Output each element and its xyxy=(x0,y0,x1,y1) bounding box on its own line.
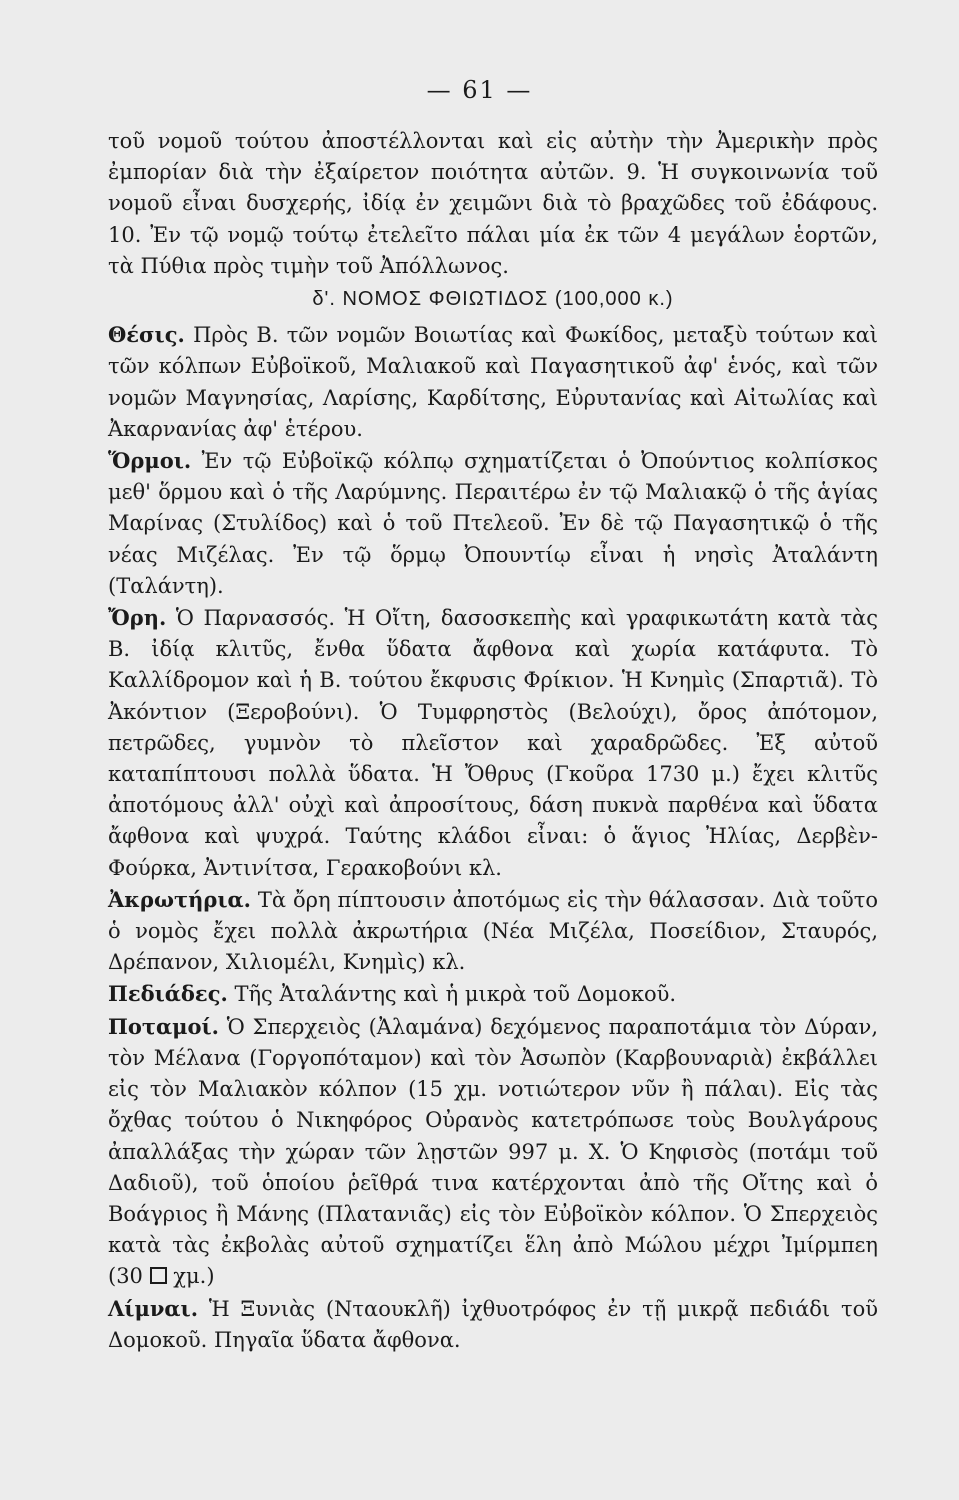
akrot-heading: Ἀκρωτήρια. xyxy=(108,886,251,912)
potamoi-text-1: Ὁ Σπερχειὸς (Ἀλαμάνα) δεχόμενος παραποτάμια τὸν Δύραν, τὸν Μέλανα (Γοργοπόταμον) καὶ τὸν Ἀσωπὸν (Καρβουναριὰ) ἐκβάλλει εἰς τὸν Μαλιακὸν κόλπον (15 χμ. νοτιώτερον νῦν ἢ πάλαι). Εἰς τὰς ὄχθας τούτου ὁ Νικηφόρος Οὐρανὸς κατετρόπωσε τοὺς Βουλγάρους ἀπαλλάξας τὴν χώραν τῶν λῃστῶν 997 μ. Χ. Ὁ Κηφισὸς (ποτάμι τοῦ Δαδιοῦ), τοῦ ὁποίου ῥεῖθρά τινα κατέρχονται ἀπὸ τῆς Οἴτης καὶ ὁ Βοάγριος ἢ Μάνης (Πλατανιᾶς) εἰς τὸν Εὐβοϊκὸν κόλπον. Ὁ Σπερχειὸς κατὰ τὰς ἐκβολὰς αὐτοῦ σχηματίζει ἕλη ἀπὸ Μώλου μέχρι Ἰμίρμπεη (30 xyxy=(108,1014,878,1289)
akrot-text: Τὰ ὄρη πίπτουσιν ἀποτόμως εἰς τὴν θάλασσαν. Διὰ τοῦτο ὁ νομὸς ἔχει πολλὰ ἀκρωτήρια (Νέα Μιζέλα, Ποσείδιον, Σταυρός, Δρέπανον, Χιλιομέλι, Κνημὶς) κλ. xyxy=(108,887,878,975)
limnai-heading: Λίμναι. xyxy=(108,1295,199,1321)
intro-paragraph: τοῦ νομοῦ τούτου ἀποστέλλονται καὶ εἰς αὐτὴν τὴν Ἀμερικὴν πρὸς ἐμπορίαν διὰ τὴν ἐξαίρετον ποιότητα αὐτῶν. 9. Ἡ συγκοινωνία τοῦ νομοῦ εἶναι δυσχερής, ἰδίᾳ ἐν χειμῶνι διὰ τὸ βραχῶδες τοῦ ἐδάφους. 10. Ἐν τῷ νομῷ τούτῳ ἐτελεῖτο πάλαι μία ἐκ τῶν 4 μεγάλων ἑορτῶν, τὰ Πύθια πρὸς τιμὴν τοῦ Ἀπόλλωνος. xyxy=(108,129,878,278)
square-symbol-icon xyxy=(150,1267,167,1284)
thesis-text: Πρὸς Β. τῶν νομῶν Βοιωτίας καὶ Φωκίδος, μεταξὺ τούτων καὶ τῶν κόλπων Εὐβοϊκοῦ, Μαλιακοῦ καὶ Παγασητικοῦ ἀφ' ἑνός, καὶ τῶν νομῶν Μαγνησίας, Λαρίσης, Καρδίτσης, Εὐρυτανίας καὶ Αἰτωλίας καὶ Ἀκαρνανίας ἀφ' ἑτέρου. xyxy=(108,323,878,441)
ori-heading: Ὄρη. xyxy=(108,605,167,631)
pedi-text: Τῆς Ἀταλάντης καὶ ἡ μικρὰ τοῦ Δομοκοῦ. xyxy=(227,982,677,1007)
limnai-text: Ἡ Ξυνιὰς (Νταουκλῆ) ἰχθυοτρόφος ἐν τῇ μικρᾷ πεδιάδι τοῦ Δομοκοῦ. Πηγαῖα ὕδατα ἄφθονα. xyxy=(108,1296,878,1352)
thesis-heading: Θέσις. xyxy=(108,322,185,348)
page-number: — 61 — xyxy=(426,76,533,104)
ormoi-paragraph xyxy=(108,445,878,602)
thesis-paragraph xyxy=(108,319,878,445)
ormoi-text: Ἐν τῷ Εὐβοϊκῷ κόλπῳ σχηματίζεται ὁ Ὀπούντιος κολπίσκος μεθ' ὅρμου καὶ ὁ τῆς Λαρύμνης. Περαιτέρω ἐν τῷ Μαλιακῷ ὁ τῆς ἁγίας Μαρίνας (Στυλίδος) καὶ ὁ τοῦ Πτελεοῦ. Ἐν δὲ τῷ Παγασητικῷ ὁ τῆς νέας Μιζέλας. Ἐν τῷ ὅρμῳ Ὀπουντίῳ εἶναι ἡ νησὶς Ἀταλάντη (Ταλάντη). xyxy=(108,449,878,598)
pedi-heading: Πεδιάδες. xyxy=(108,981,228,1007)
section-title: δ'. ΝΟΜΟΣ ΦΘΙΩΤΙΔΟΣ (100,000 κ.) xyxy=(312,288,674,311)
limnai-paragraph xyxy=(108,1293,878,1356)
page-text xyxy=(108,126,878,1356)
potamoi-text-2: χμ.) xyxy=(166,1264,215,1289)
ormoi-heading: Ὅρμοι. xyxy=(108,448,192,474)
pedi-paragraph xyxy=(108,978,878,1010)
ori-paragraph xyxy=(108,602,878,884)
potamoi-heading: Ποταμοί. xyxy=(108,1013,219,1039)
potamoi-paragraph xyxy=(108,1011,878,1293)
ori-text: Ὁ Παρνασσός. Ἡ Οἴτη, δασοσκεπὴς καὶ γραφικωτάτη κατὰ τὰς Β. ἰδίᾳ κλιτῦς, ἔνθα ὕδατα ἄφθονα καὶ χωρία κατάφυτα. Τὸ Καλλίδρομον καὶ ἡ Β. τούτου ἔκφυσις Φρίκιον. Ἡ Κνημὶς (Σπαρτιᾶ). Τὸ Ἀκόντιον (Ξεροβούνι). Ὁ Τυμφρηστὸς (Βελούχι), ὄρος ἀπότομον, πετρῶδες, γυμνὸν τὸ πλεῖστον καὶ χαραδρῶδες. Ἐξ αὐτοῦ καταπίπτουσι πολλὰ ὕδατα. Ἡ Ὄθρυς (Γκοῦρα 1730 μ.) ἔχει κλιτῦς ἀποτόμους ἀλλ' οὐχὶ καὶ ἀπροσίτους, δάση πυκνὰ παρθένα καὶ ὕδατα ἄφθονα καὶ ψυχρά. Ταύτης κλάδοι εἶναι: ὁ ἅγιος Ἠλίας, Δερβὲν-Φούρκα, Ἀντινίτσα, Γερακοβούνι κλ. xyxy=(108,606,878,880)
akrot-paragraph xyxy=(108,884,878,979)
